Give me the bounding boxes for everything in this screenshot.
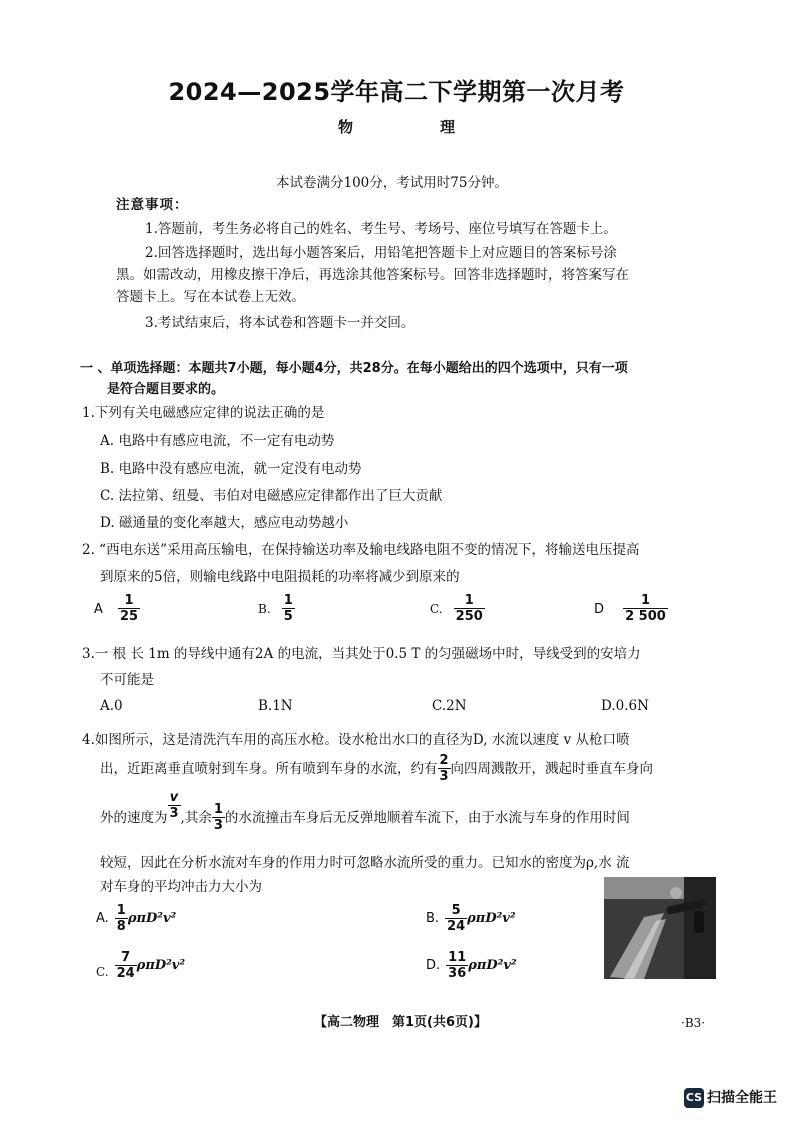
numerator: v [169,790,179,805]
paper-code: ·B3· [681,1016,706,1030]
numerator: 7 [121,950,131,965]
section-heading-line1: 一 、单项选择题：本题共7小题，每小题4分，共28分。在每小题给出的四个选项中，只有一项 [80,361,628,376]
q4-option-a-label: A. [96,911,109,926]
q4-option-c-fraction [115,950,137,981]
numerator: 5 [451,903,461,918]
q4-option-d-fraction [446,950,468,981]
q2-option-b-fraction [282,593,295,624]
q4-line3-text-b: ,其余 [180,809,212,826]
q2-stem-line2: 到原来的5倍，则输电线路中电阻损耗的功率将减少到原来的 [100,569,460,585]
q1-option-b: B. 电路中没有感应电流，就一定没有电动势 [100,461,362,477]
scanner-logo-icon: CS [684,1088,704,1108]
q2-stem-line1: 2. “西电东送”采用高压输电，在保持输送功率及输电线路电阻不变的情况下，将输送电压提高 [82,542,640,558]
q2-option-c [430,593,485,624]
denominator: 8 [116,919,126,934]
numerator: 1 [124,593,134,608]
denominator: 2 500 [625,609,666,624]
q4-option-b-expression: ρπD²v² [467,911,516,926]
q1-option-d: D. 磁通量的变化率越大，感应电动势越小 [100,515,349,531]
q3-stem-line1: 3.一 根 长 1m 的导线中通有2A 的电流，当其处于0.5 T 的匀强磁场中时，导线受到的安培力 [82,646,641,662]
q3-option-b: B.1N [258,698,293,714]
denominator: 3 [439,769,449,784]
notice-item-2-line3: 答题卡上。写在本试卷上无效。 [116,289,305,305]
numerator: 11 [448,950,467,965]
q4-option-d-label: D. [426,958,441,973]
q4-fraction-one-third [212,802,225,833]
q4-line5: 对车身的平均冲击力大小为 [100,879,262,895]
section-heading-line2: 是符合题目要求的。 [107,382,225,397]
subject-char-2: 理 [440,118,456,136]
numerator: 1 [116,903,126,918]
numerator: 1 [213,802,223,817]
q1-stem: 1.下列有关电磁感应定律的说法正确的是 [82,405,325,421]
denominator: 36 [448,966,467,981]
q4-option-c-label: C. [96,964,109,979]
q1-option-c: C. 法拉第、纽曼、韦伯对电磁感应定律都作出了巨大贡献 [100,488,443,504]
q4-line2-text-a: 出，近距离垂直喷射到车身。所有喷到车身的水流，约有 [100,760,438,777]
numerator: 1 [283,593,293,608]
q4-option-a-fraction [115,903,128,934]
pressure-washer-illustration [604,877,716,979]
page-footer: 【高二物理 第1页(共6页)】 [314,1015,487,1030]
q2-option-c-fraction [454,593,485,624]
q4-line3-text-c: 的水流撞击车身后无反弹地顺着车流下，由于水流与车身的作用时间 [224,809,630,826]
q2-option-c-label: C. [430,602,443,616]
notice-item-2-line2: 黑。如需改动，用橡皮擦干净后，再选涂其他答案标号。回答非选择题时，将答案写在 [116,267,629,283]
q2-option-a-fraction [118,593,140,624]
q3-stem-line2: 不可能是 [100,672,154,688]
exam-summary: 本试卷满分100分，考试用时75分钟。 [276,175,508,191]
q4-option-a-expression: ρπD²v² [127,911,177,926]
denominator: 24 [116,966,135,981]
notice-heading: 注意事项： [116,197,189,213]
q4-line3 [100,790,630,833]
q4-option-b-label: B. [426,911,440,926]
q2-option-b-label: B. [258,602,271,616]
denominator: 3 [169,806,179,821]
q2-option-d-fraction [623,593,668,624]
q4-option-b-fraction [445,903,467,934]
pressure-washer-photo [604,877,716,979]
q4-option-c [96,950,185,981]
q4-option-c-expression: ρπD²v² [136,958,186,973]
q4-line2 [100,753,653,784]
q4-line1: 4.如图所示，这是清洗汽车用的高压水枪。设水枪出水口的直径为D, 水流以速度 v 从枪口喷 [82,732,630,748]
q4-line3-text-a: 外的速度为 [100,809,168,826]
q4-option-b [426,903,516,934]
q4-line4: 较短，因此在分析水流对车身的作用力时可忽略水流所受的重力。已知水的密度为ρ,水 流 [100,855,630,871]
q2-option-a-label: A [94,602,103,617]
q3-option-c: C.2N [432,698,467,714]
notice-item-3: 3.考试结束后，将本试卷和答题卡一并交回。 [145,315,415,331]
q3-option-d: D.0.6N [601,698,649,714]
q2-option-d-label: D [594,602,605,617]
q4-option-d-expression: ρπD²v² [468,958,517,973]
scanner-watermark [684,1087,777,1108]
q2-option-b [258,593,295,624]
denominator: 25 [120,609,139,624]
exam-title: 2024—2025学年高二下学期第一次月考 [168,78,625,106]
q4-line2-text-b: 向四周溅散开，溅起时垂直车身向 [450,760,654,777]
q4-fraction-v-over-3 [168,790,181,821]
q4-option-a [96,903,176,934]
numerator: 1 [640,593,650,608]
q1-option-a: A. 电路中有感应电流，不一定有电动势 [100,433,335,449]
q2-option-d [594,593,668,624]
notice-item-1: 1.答题前，考生务必将自己的姓名、考生号、考场号、座位号填写在答题卡上。 [145,221,617,237]
numerator: 2 [439,753,449,768]
denominator: 3 [213,818,223,833]
scanner-watermark-text: 扫描全能王 [707,1090,777,1106]
denominator: 5 [283,609,293,624]
q4-option-d [426,950,517,981]
denominator: 250 [455,609,483,624]
denominator: 24 [447,919,466,934]
numerator: 1 [464,593,474,608]
subject-char-1: 物 [338,118,354,136]
q2-option-a [94,593,140,624]
q4-fraction-two-thirds [438,753,451,784]
q3-option-a: A.0 [100,698,123,714]
notice-item-2-line1: 2.回答选择题时，选出每小题答案后，用铅笔把答题卡上对应题目的答案标号涂 [145,245,617,261]
